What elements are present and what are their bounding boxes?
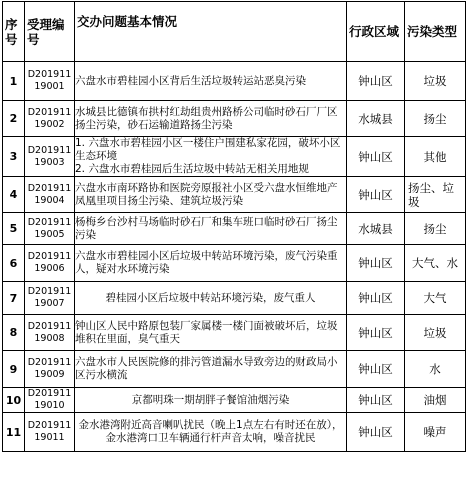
row-code-part: 19002 xyxy=(34,118,65,130)
table-row xyxy=(3,388,466,413)
row-code-part: 19010 xyxy=(34,400,65,411)
row-content xyxy=(75,245,347,282)
table-row xyxy=(3,413,466,452)
row-code-part: D201911 xyxy=(27,286,72,297)
header-code: 受理编号 xyxy=(25,2,75,62)
row-district: 钟山区 xyxy=(347,282,405,315)
row-code-part: D201911 xyxy=(27,182,72,194)
row-code-part: 19008 xyxy=(34,332,65,344)
row-content xyxy=(75,177,347,213)
row-content xyxy=(75,388,347,413)
table-row xyxy=(3,213,466,245)
table-row xyxy=(3,137,466,177)
row-code xyxy=(25,137,75,177)
row-district: 钟山区 xyxy=(347,137,405,177)
row-code-part: 19011 xyxy=(34,432,65,443)
row-district: 钟山区 xyxy=(347,315,405,351)
row-content xyxy=(75,413,347,452)
row-content xyxy=(75,315,347,351)
table-row xyxy=(3,351,466,388)
row-pollution-type: 油烟 xyxy=(405,388,466,413)
row-pollution-type: 垃圾 xyxy=(405,62,466,101)
row-code xyxy=(25,101,75,137)
row-code-part: D201911 xyxy=(27,320,72,332)
header-ptype: 污染类型 xyxy=(405,2,466,62)
row-pollution-type: 垃圾 xyxy=(405,315,466,351)
header-index: 序号 xyxy=(3,2,25,62)
row-code xyxy=(25,413,75,452)
row-index: 1 xyxy=(3,62,25,101)
row-index: 4 xyxy=(3,177,25,213)
row-district: 钟山区 xyxy=(347,245,405,282)
row-content-line: 1. 六盘水市碧桂园小区一楼住户围建私家花园，破坏小区生态环境 xyxy=(75,137,341,162)
row-district: 钟山区 xyxy=(347,177,405,213)
row-content xyxy=(75,62,347,101)
row-content-line: 金水港湾附近高音喇叭扰民（晚上1点左右有时还在放），金水港湾口卫车辆通行杆声音太响，噪音扰民 xyxy=(78,419,343,444)
row-content-line: 2. 六盘水市碧桂园后生活垃圾中转站无相关用地规 xyxy=(75,163,309,175)
table-row xyxy=(3,177,466,213)
row-content xyxy=(75,101,347,137)
row-code xyxy=(25,351,75,388)
table-row xyxy=(3,282,466,315)
row-index: 5 xyxy=(3,213,25,245)
table-header-row xyxy=(3,2,466,62)
table-row xyxy=(3,62,466,101)
row-district: 水城县 xyxy=(347,101,405,137)
row-pollution-type: 扬尘 xyxy=(405,213,466,245)
row-code xyxy=(25,213,75,245)
row-code-part: 19001 xyxy=(34,81,65,92)
row-pollution-type: 大气 xyxy=(405,282,466,315)
row-code-part: D201911 xyxy=(27,420,72,431)
row-code-part: D201911 xyxy=(27,251,72,262)
row-code-part: 19009 xyxy=(34,369,65,380)
row-code xyxy=(25,62,75,101)
row-index: 11 xyxy=(3,413,25,452)
row-content xyxy=(75,282,347,315)
row-content xyxy=(75,213,347,245)
row-code-part: D201911 xyxy=(27,69,72,80)
row-content xyxy=(75,137,347,177)
table-row xyxy=(3,315,466,351)
row-code xyxy=(25,388,75,413)
row-pollution-type: 扬尘、垃圾 xyxy=(405,177,466,213)
row-district: 钟山区 xyxy=(347,62,405,101)
row-pollution-type: 大气、水 xyxy=(405,245,466,282)
row-district: 水城县 xyxy=(347,213,405,245)
row-code xyxy=(25,177,75,213)
row-content-line: 六盘水市人民医院修的排污管道漏水导致旁边的财政局小区污水横流 xyxy=(75,356,338,381)
row-content-line: 六盘水市南环路协和医院旁原报社小区受六盘水恒维地产凤凰里项目扬尘污染、建筑垃圾污染 xyxy=(75,181,338,207)
row-code-part: D201911 xyxy=(27,216,72,228)
row-index: 9 xyxy=(3,351,25,388)
row-code xyxy=(25,315,75,351)
row-code-part: 19005 xyxy=(34,228,65,240)
row-district: 钟山区 xyxy=(347,351,405,388)
row-index: 6 xyxy=(3,245,25,282)
header-district: 行政区域 xyxy=(347,2,405,62)
row-code-part: 19006 xyxy=(34,263,65,274)
row-code-part: 19003 xyxy=(34,156,65,168)
row-content-line: 碧桂园小区后垃圾中转站环境污染，废气重人 xyxy=(105,291,316,304)
row-content xyxy=(75,351,347,388)
row-index: 8 xyxy=(3,315,25,351)
complaint-table xyxy=(2,1,466,452)
row-content-line: 杨梅乡台沙村马场临时砂石厂和集车班口临时砂石厂扬尘污染 xyxy=(75,215,338,241)
row-district: 钟山区 xyxy=(347,388,405,413)
row-content-line: 六盘水市碧桂园小区后垃圾中转站环境污染，废气污染重人，疑对水环境污染 xyxy=(75,250,338,275)
row-code-part: 19004 xyxy=(34,194,65,206)
table-body xyxy=(3,62,466,452)
row-index: 3 xyxy=(3,137,25,177)
row-content-line: 钟山区人民中路原包装厂家属楼一楼门面被破坏后，垃圾堆积在里面，臭气重天 xyxy=(75,319,338,345)
row-content-line: 京都明珠一期胡胖子餐馆油烟污染 xyxy=(131,393,290,406)
row-content-line: 水城县比德镇布拱村红劫组贵州路桥公司临时砂石厂厂区扬尘污染，砂石运输道路扬尘污染 xyxy=(75,105,338,131)
header-content: 交办问题基本情况 xyxy=(75,2,347,62)
row-code-part: D201911 xyxy=(27,357,72,368)
row-code-part: D201911 xyxy=(27,388,72,399)
row-pollution-type: 扬尘 xyxy=(405,101,466,137)
row-code xyxy=(25,245,75,282)
table-row xyxy=(3,101,466,137)
row-code-part: D201911 xyxy=(27,106,72,118)
table-row xyxy=(3,245,466,282)
row-district: 钟山区 xyxy=(347,413,405,452)
row-code xyxy=(25,282,75,315)
row-pollution-type: 其他 xyxy=(405,137,466,177)
row-pollution-type: 噪声 xyxy=(405,413,466,452)
row-index: 7 xyxy=(3,282,25,315)
row-index: 2 xyxy=(3,101,25,137)
row-index: 10 xyxy=(3,388,25,413)
row-pollution-type: 水 xyxy=(405,351,466,388)
row-content-line: 六盘水市碧桂园小区背后生活垃圾转运站恶臭污染 xyxy=(75,74,306,87)
row-code-part: D201911 xyxy=(27,144,72,156)
row-code-part: 19007 xyxy=(34,298,65,309)
